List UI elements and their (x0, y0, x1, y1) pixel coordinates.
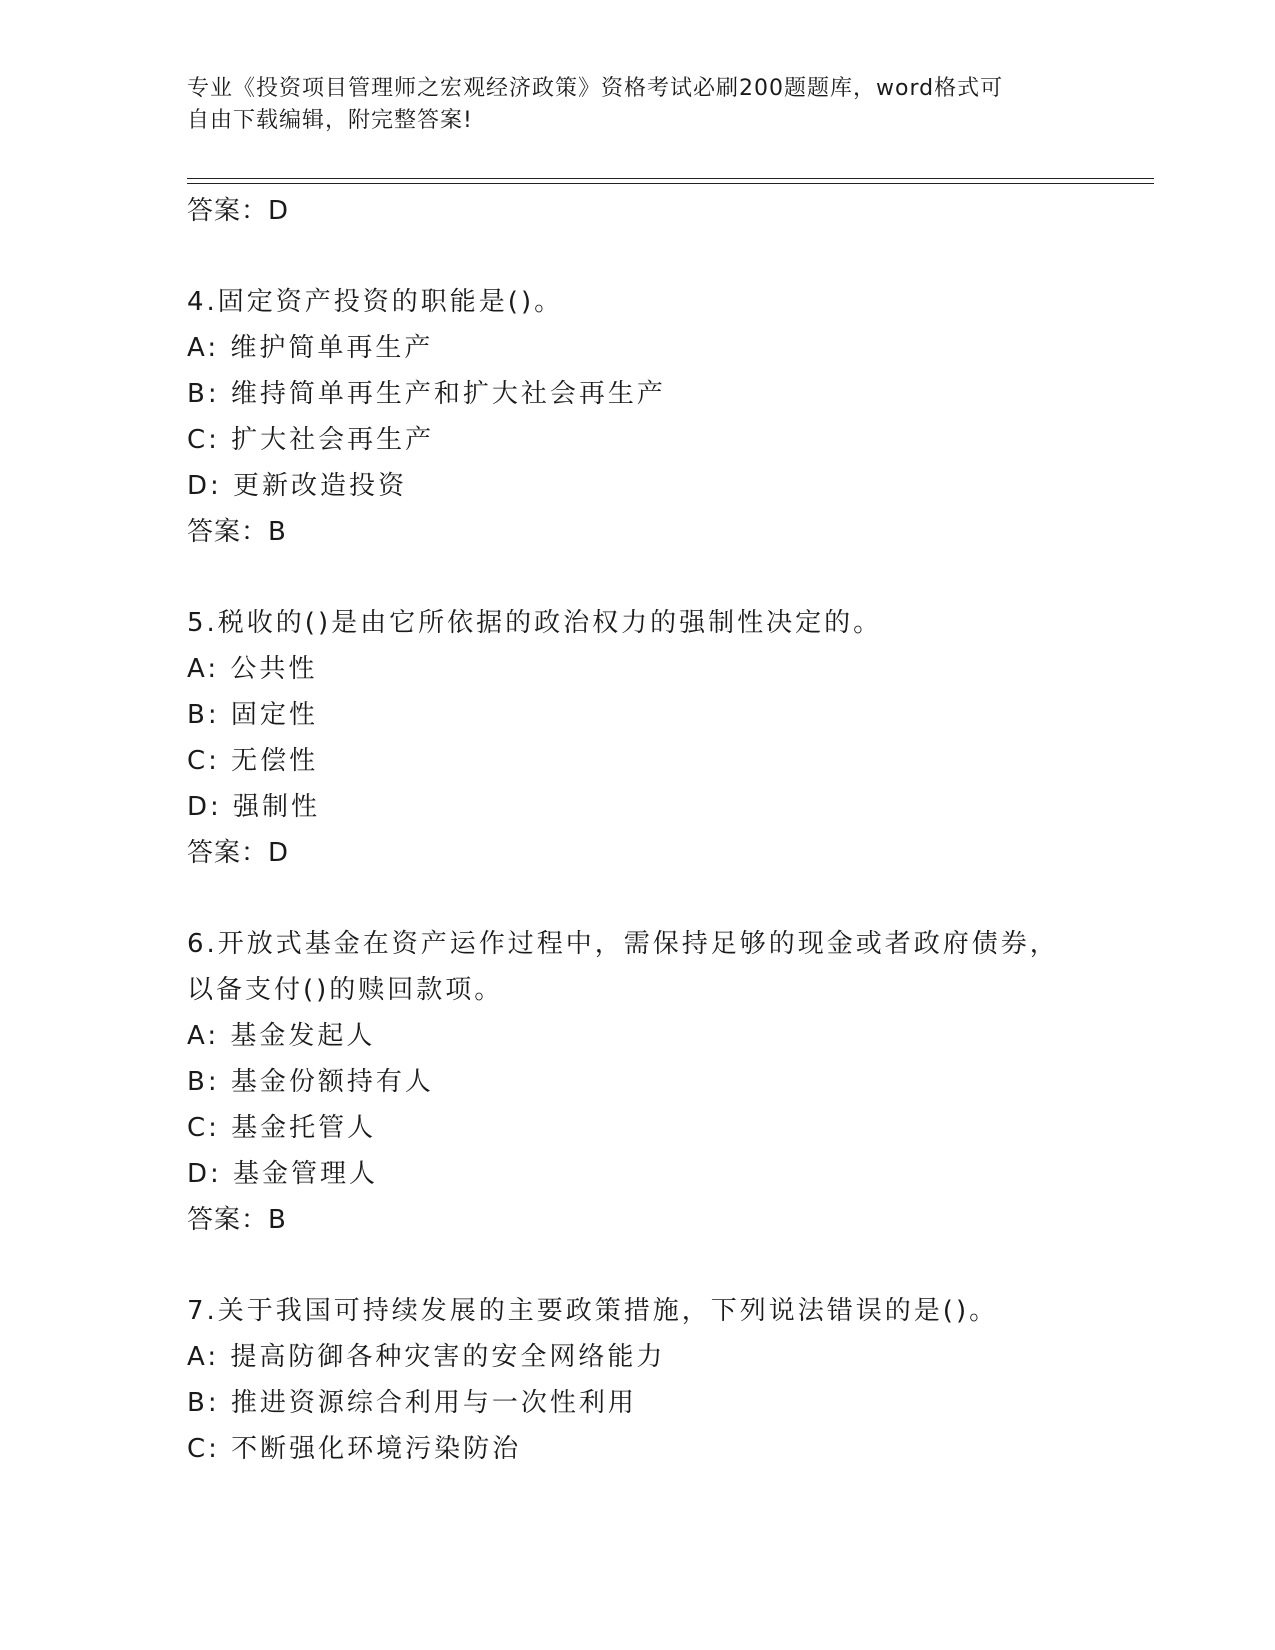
option-c: C: 不断强化环境污染防治 (187, 1434, 522, 1464)
header-divider-bottom (187, 183, 1154, 184)
question-7 (187, 1288, 1127, 1472)
question-stem: 5.税收的()是由它所依据的政治权力的强制性决定的。 (187, 608, 883, 638)
question-list (187, 188, 1127, 1472)
option-d: D: 强制性 (187, 792, 321, 822)
option-a: A: 基金发起人 (187, 1021, 376, 1051)
option-d: D: 基金管理人 (187, 1159, 379, 1189)
question-6 (187, 921, 1127, 1243)
question-stem-line-2: 以备支付()的赎回款项。 (187, 975, 504, 1005)
option-c: C: 基金托管人 (187, 1113, 377, 1143)
question-stem: 4.固定资产投资的职能是()。 (187, 287, 564, 317)
answer: 答案：D (187, 838, 290, 868)
option-b: B: 推进资源综合利用与一次性利用 (187, 1388, 637, 1418)
document-header (187, 73, 1087, 137)
answer: 答案：B (187, 517, 287, 547)
spacer (187, 234, 1127, 279)
option-b: B: 固定性 (187, 700, 318, 730)
option-c: C: 无偿性 (187, 746, 319, 776)
question-5 (187, 600, 1127, 876)
option-a: A: 提高防御各种灾害的安全网络能力 (187, 1342, 666, 1372)
question-4 (187, 279, 1127, 555)
question-stem: 7.关于我国可持续发展的主要政策措施，下列说法错误的是()。 (187, 1296, 999, 1326)
spacer (187, 1243, 1127, 1288)
option-c: C: 扩大社会再生产 (187, 425, 435, 455)
question-stem-line-1: 6.开放式基金在资产运作过程中，需保持足够的现金或者政府债券， (187, 929, 1059, 959)
option-d: D: 更新改造投资 (187, 471, 408, 501)
previous-answer: 答案：D (187, 196, 290, 226)
header-line-1: 专业《投资项目管理师之宏观经济政策》资格考试必刷200题题库，word格式可 (187, 76, 1004, 101)
option-a: A: 公共性 (187, 654, 318, 684)
option-b: B: 基金份额持有人 (187, 1067, 434, 1097)
option-b: B: 维持简单再生产和扩大社会再生产 (187, 379, 666, 409)
spacer (187, 555, 1127, 600)
header-line-2: 自由下载编辑，附完整答案! (187, 108, 473, 133)
answer: 答案：B (187, 1205, 287, 1235)
spacer (187, 876, 1127, 921)
header-divider-top (187, 178, 1154, 179)
option-a: A: 维护简单再生产 (187, 333, 434, 363)
